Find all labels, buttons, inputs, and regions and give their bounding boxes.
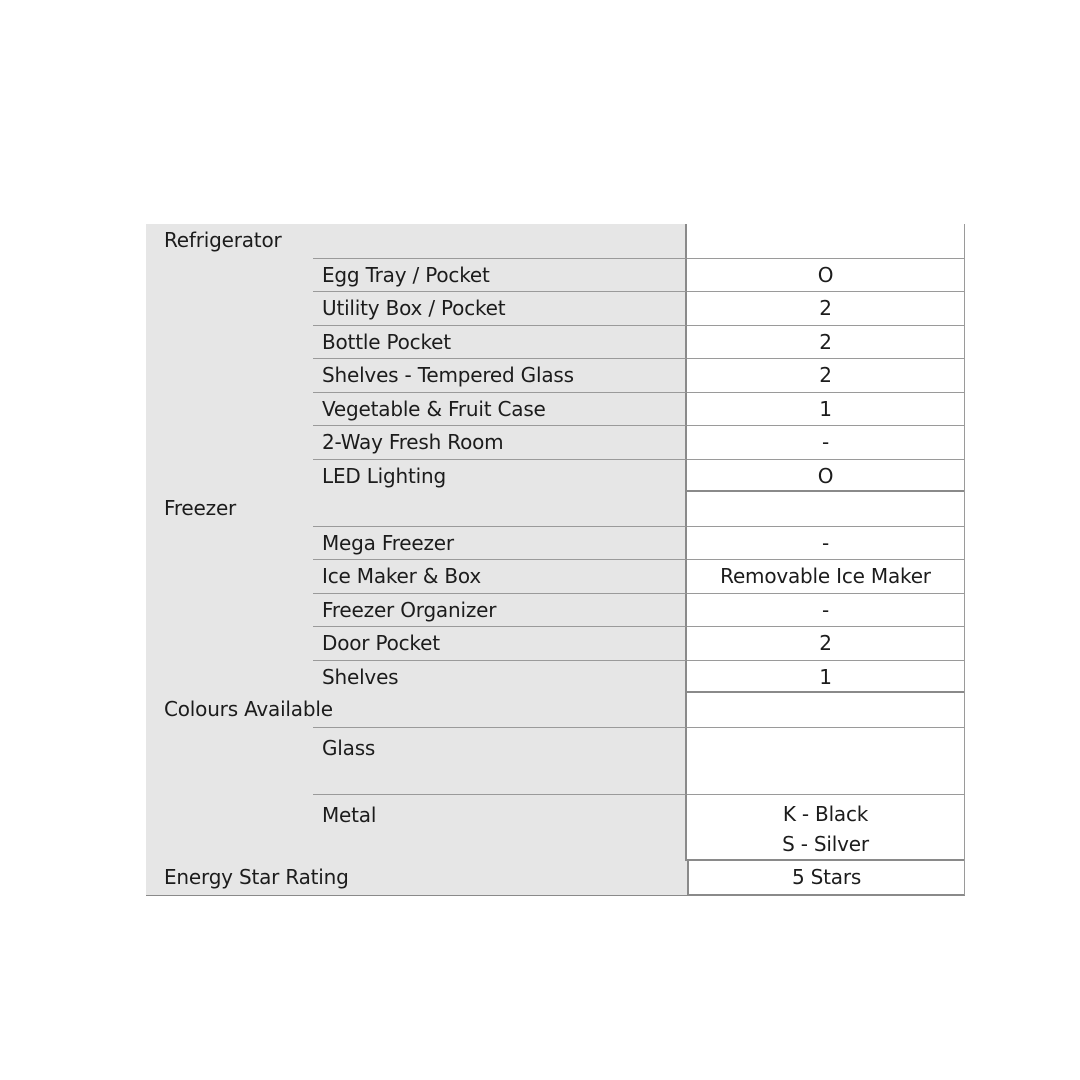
item-label: Mega Freezer [313, 526, 687, 560]
category-cell [146, 861, 687, 895]
spec-table [146, 224, 965, 896]
item-value: 2 [687, 626, 965, 660]
table-row [313, 291, 965, 325]
table-row [313, 258, 965, 292]
item-label: 2-Way Fresh Room [313, 425, 687, 459]
colour-option: K - Black [782, 801, 869, 826]
item-label [313, 224, 687, 258]
category-label: Freezer [164, 496, 237, 520]
item-value [687, 224, 965, 258]
section-colours [146, 693, 965, 861]
item-value: Removable Ice Maker [687, 559, 965, 593]
item-value [687, 693, 965, 727]
category-cell [146, 693, 333, 861]
table-row [313, 693, 965, 727]
item-label: Vegetable & Fruit Case [313, 392, 687, 426]
item-value [687, 794, 965, 861]
item-value: O [687, 459, 965, 493]
item-label: LED Lighting [313, 459, 687, 493]
category-label: Refrigerator [164, 228, 282, 252]
item-label: Egg Tray / Pocket [313, 258, 687, 292]
table-row [313, 626, 965, 660]
table-row [313, 459, 965, 493]
table-row [313, 492, 965, 526]
table-row [313, 325, 965, 359]
category-cell [146, 492, 313, 693]
table-row [313, 727, 965, 794]
item-label: Shelves [313, 660, 687, 694]
item-value [687, 492, 965, 526]
table-row [313, 392, 965, 426]
item-value: - [687, 526, 965, 560]
item-rows [313, 224, 965, 492]
item-label [313, 492, 687, 526]
table-row [313, 224, 965, 258]
item-rows [313, 492, 965, 693]
section-freezer [146, 492, 965, 693]
item-value: 2 [687, 358, 965, 392]
item-value: 2 [687, 291, 965, 325]
table-row [313, 425, 965, 459]
table-row [313, 526, 965, 560]
item-rows [313, 693, 965, 861]
section-energy [146, 861, 965, 896]
item-value: 1 [687, 392, 965, 426]
item-value: 1 [687, 660, 965, 694]
colour-option: S - Silver [782, 831, 869, 856]
item-label: Ice Maker & Box [313, 559, 687, 593]
section-refrigerator [146, 224, 965, 492]
item-label: Glass [313, 727, 687, 794]
item-value: O [687, 258, 965, 292]
item-value: - [687, 425, 965, 459]
item-label: Bottle Pocket [313, 325, 687, 359]
item-label: Freezer Organizer [313, 593, 687, 627]
table-row [313, 559, 965, 593]
item-value: 2 [687, 325, 965, 359]
item-label: Metal [313, 794, 687, 861]
item-label: Door Pocket [313, 626, 687, 660]
table-row [313, 794, 965, 861]
item-label: Utility Box / Pocket [313, 291, 687, 325]
table-row [313, 358, 965, 392]
category-label: Energy Star Rating [164, 865, 349, 889]
item-label [313, 693, 687, 727]
item-value: 5 Stars [687, 861, 965, 895]
table-row [687, 861, 965, 895]
category-label: Colours Available [164, 697, 333, 721]
table-row [313, 660, 965, 694]
item-label: Shelves - Tempered Glass [313, 358, 687, 392]
table-row [313, 593, 965, 627]
item-value [687, 727, 965, 794]
item-value: - [687, 593, 965, 627]
item-rows [687, 861, 965, 895]
category-cell [146, 224, 313, 492]
